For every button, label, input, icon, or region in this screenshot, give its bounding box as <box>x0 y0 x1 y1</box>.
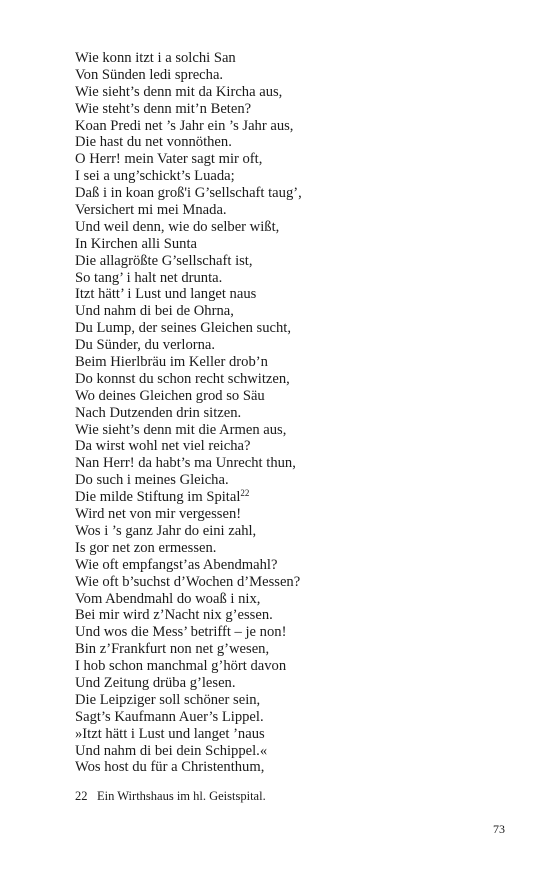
poem-line: Vom Abendmahl do woaß i nix, <box>75 590 261 607</box>
poem-line: Itzt hätt’ i Lust und langet naus <box>75 286 257 303</box>
footnote-reference[interactable]: 22 <box>240 488 250 499</box>
poem-line: Wie oft empfangst’as Abendmahl? <box>75 556 278 573</box>
poem-line: Wo deines Gleichen grod so Säu <box>75 387 265 404</box>
poem-line: Und wos die Mess’ betrifft – je non! <box>75 624 287 641</box>
poem-line: Is gor net zon ermessen. <box>75 539 217 556</box>
poem-line-with-footnote <box>75 489 302 506</box>
poem-line: Die hast du net vonnöthen. <box>75 134 232 151</box>
poem-line: Du Sünder, du verlorna. <box>75 337 216 354</box>
poem-line: Wie sieht’s denn mit die Armen aus, <box>75 421 287 438</box>
poem-line: Wie steht’s denn mit’n Beten? <box>75 100 252 117</box>
poem-line: Bin z’Frankfurt non net g’wesen, <box>75 641 270 658</box>
poem-line: Wird net von mir vergessen! <box>75 506 242 523</box>
poem-line: Do such i meines Gleicha. <box>75 472 229 489</box>
poem-line: »Itzt hätt i Lust und langet ’naus <box>75 725 265 742</box>
poem-line: Von Sünden ledi sprecha. <box>75 66 224 83</box>
poem-line: O Herr! mein Vater sagt mir oft, <box>75 151 263 168</box>
poem-line: Wie konn itzt i a solchi San <box>75 50 236 66</box>
poem-line: Die allagrößte G’sellschaft ist, <box>75 252 253 269</box>
poem-line: Daß i in koan groß'i G’sellschaft taug’, <box>75 185 302 202</box>
poem-line: Und nahm di bei dein Schippel.« <box>75 742 268 759</box>
poem-line: Wie oft b’suchst d’Wochen d’Messen? <box>75 573 301 590</box>
poem-line: Die Leipziger soll schöner sein, <box>75 691 261 708</box>
poem-line: Sagt’s Kaufmann Auer’s Lippel. <box>75 708 264 725</box>
poem-line: Wos i ’s ganz Jahr do eini zahl, <box>75 522 257 539</box>
footnote-number: 22 <box>75 789 88 803</box>
poem-line: Wie sieht’s denn mit da Kircha aus, <box>75 83 283 100</box>
poem-line: I sei a ung’schickt’s Luada; <box>75 168 235 185</box>
poem-line: Und nahm di bei de Ohrna, <box>75 303 234 320</box>
poem-line: Beim Hierlbräu im Keller drob’n <box>75 354 268 371</box>
poem-line: Wos host du für a Christenthum, <box>75 759 265 776</box>
page-number: 73 <box>493 822 505 836</box>
poem-line: In Kirchen alli Sunta <box>75 235 197 252</box>
poem-line: Bei mir wird z’Nacht nix g’essen. <box>75 607 273 624</box>
footnote <box>75 788 266 804</box>
poem-line: Du Lump, der seines Gleichen sucht, <box>75 320 292 337</box>
poem-line: So tang’ i halt net drunta. <box>75 269 223 286</box>
poem-line: Do konnst du schon recht schwitzen, <box>75 370 290 387</box>
poem-line: Nan Herr! da habt’s ma Unrecht thun, <box>75 455 296 472</box>
footnote-text: Ein Wirthshaus im hl. Geistspital. <box>97 789 266 803</box>
poem-line: Und weil denn, wie do selber wißt, <box>75 218 280 235</box>
poem-line: Nach Dutzenden drin sitzen. <box>75 404 242 421</box>
poem-line: Versichert mi mei Mnada. <box>75 202 227 219</box>
poem-line: Und Zeitung drüba g’lesen. <box>75 674 236 691</box>
poem-line: I hob schon manchmal g’hört davon <box>75 658 287 675</box>
poem-line: Koan Predi net ’s Jahr ein ’s Jahr aus, <box>75 117 294 134</box>
poem-text <box>75 50 302 776</box>
poem-line: Da wirst wohl net viel reicha? <box>75 438 251 455</box>
poem-line-text: Die milde Stiftung im Spital <box>75 489 241 506</box>
